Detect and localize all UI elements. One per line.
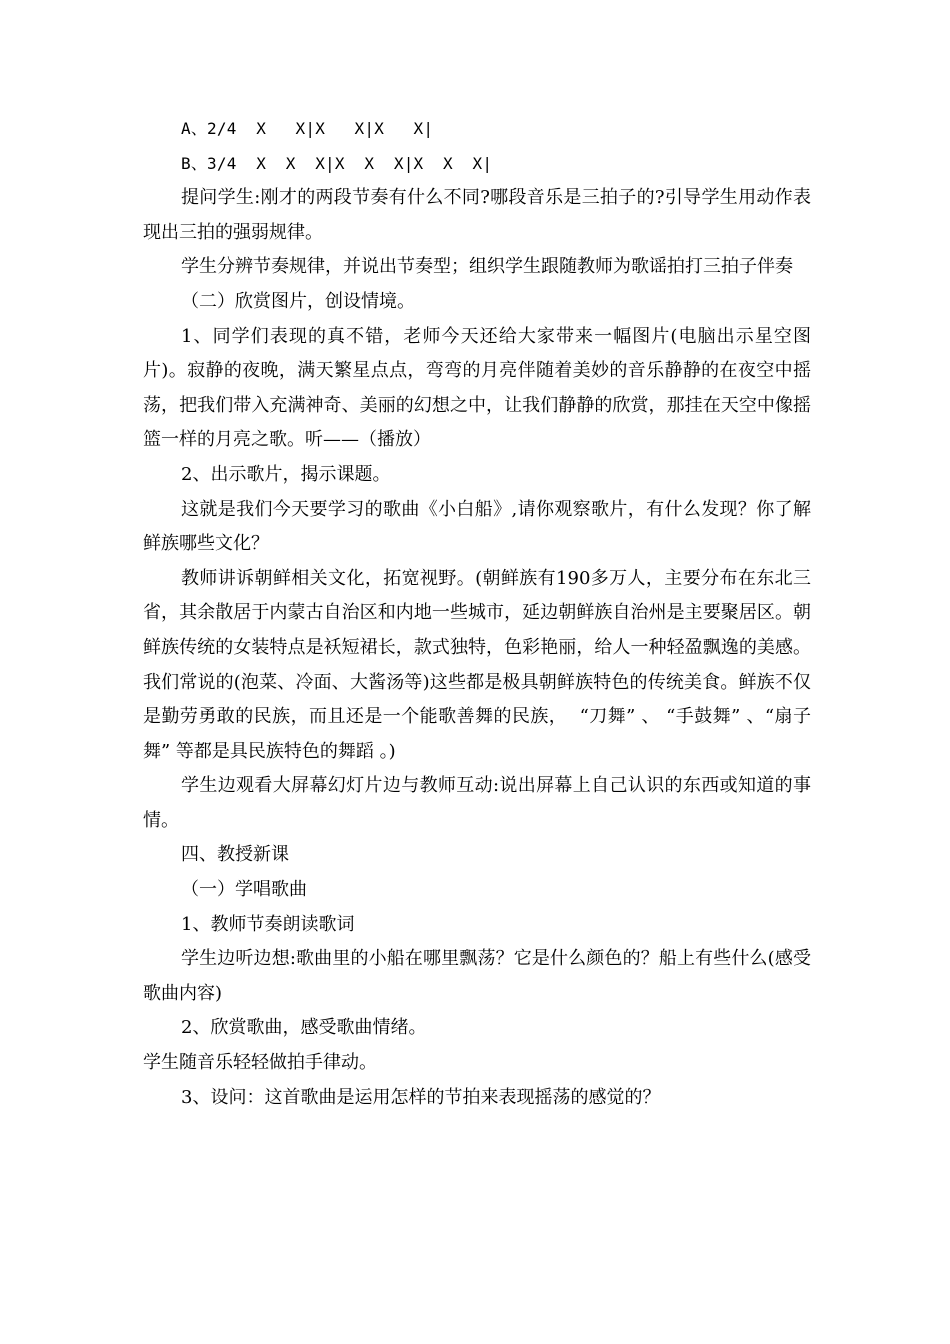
rhythm-line-a: A、2/4 X X|X X|X X|	[181, 119, 434, 138]
paragraph-student-rhythm: 学生分辨节奏规律，并说出节奏型；组织学生跟随教师为歌谣拍打三拍子伴奏	[181, 256, 793, 278]
document-page	[143, 112, 811, 1115]
paragraph-appreciate-song: 2、欣赏歌曲，感受歌曲情绪。	[181, 1017, 427, 1039]
paragraph-korean-culture: 教师讲诉朝鲜相关文化，拓宽视野。(朝鲜族有190多万人，主要分布在东北三省，其余散居于内蒙古自治区和内地一些城市，延边朝鲜族自治州是主要聚居区。朝鲜族传统的女装特点是袄短裙长，款式独特，色彩艳丽，给人一种轻盈飘逸的美感。我们常说的(泡菜、冷面、大酱汤等)这些都是极具朝鲜族特色的传统美食。鲜族不仅是勤劳勇敢的民族，而且还是一个能歌善舞的民族， “刀舞” 、 “手鼓舞” 、“扇子舞” 等都是具民族特色的舞蹈 。)	[143, 567, 811, 762]
paragraph-starry-sky: 1、同学们表现的真不错，老师今天还给大家带来一幅图片(电脑出示星空图片)。寂静的夜晚，满天繁星点点，弯弯的月亮伴随着美妙的音乐静静的在夜空中摇荡，把我们带入充满神奇、美丽的幻想之中，让我们静静的欣赏，那挂在天空中像摇篮一样的月亮之歌。听——（播放）	[143, 325, 811, 451]
subsection-heading-learn-song: （一）学唱歌曲	[181, 879, 307, 901]
paragraph-question: 提问学生:刚才的两段节奏有什么不同?哪段音乐是三拍子的?引导学生用动作表现出三拍的强弱规律。	[143, 187, 811, 243]
paragraph-ask-beat: 3、设问：这首歌曲是运用怎样的节拍来表现摇荡的感觉的？	[181, 1086, 661, 1108]
paragraph-listen-think: 学生边听边想:歌曲里的小船在哪里飘荡？它是什么颜色的？船上有些什么(感受歌曲内容)	[143, 948, 811, 1004]
paragraph-student-interaction: 学生边观看大屏幕幻灯片边与教师互动:说出屏幕上自己认识的东西或知道的事情。	[143, 775, 811, 831]
paragraph-read-lyrics: 1、教师节奏朗读歌词	[181, 913, 355, 935]
paragraph-clap-rhythm: 学生随音乐轻轻做拍手律动。	[143, 1052, 377, 1074]
rhythm-line-b: B、3/4 X X X|X X X|X X X|	[181, 153, 493, 173]
paragraph-song-title: 这就是我们今天要学习的歌曲《小白船》,请你观察歌片，有什么发现？你了解鲜族哪些文化？	[143, 498, 811, 555]
section-heading-new-lesson: 四、教授新课	[181, 844, 289, 866]
paragraph-show-song-card: 2、出示歌片，揭示课题。	[181, 463, 391, 485]
section-heading-appreciate-picture: （二）欣赏图片，创设情境。	[181, 290, 415, 312]
